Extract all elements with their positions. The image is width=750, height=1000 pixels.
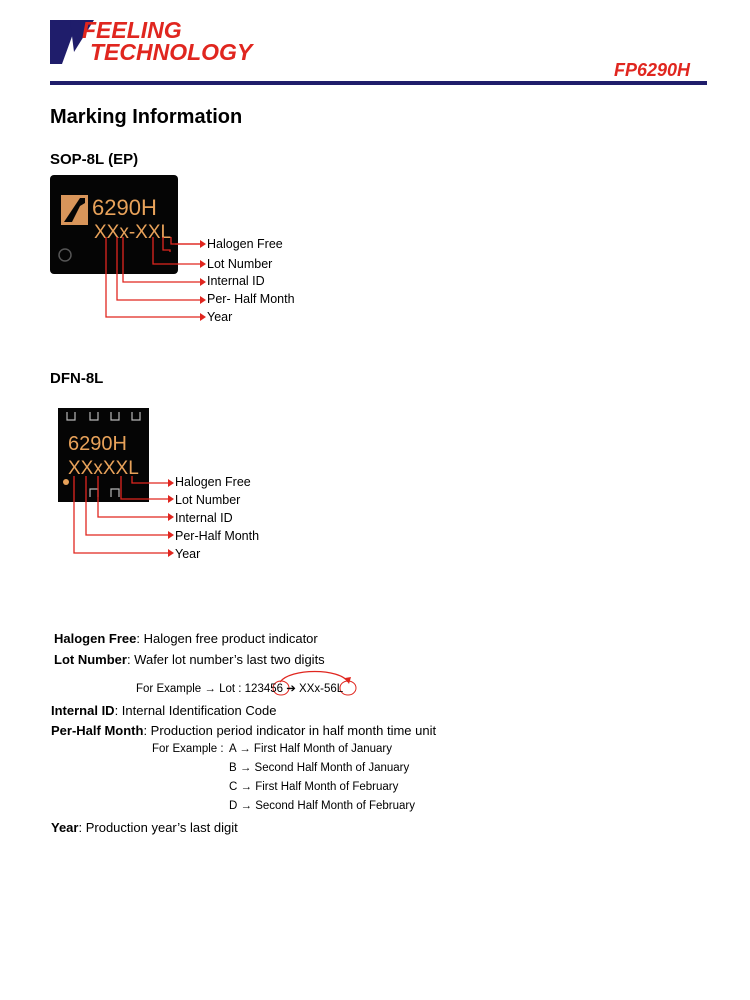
dfn-label-internal-id: Internal ID (175, 511, 233, 525)
logo-line2: TECHNOLOGY (90, 39, 253, 65)
dfn-arrowheads (168, 479, 174, 557)
logo-line1: FEELING (82, 17, 182, 43)
definition-internal-id (51, 703, 276, 718)
dfn-label-year: Year (175, 547, 201, 561)
dfn-title: DFN-8L (50, 370, 104, 387)
definition-year (51, 820, 238, 835)
sop-label-per-half-month: Per- Half Month (207, 292, 295, 306)
term-year: Year (51, 820, 79, 835)
dfn-label-halogen-free: Halogen Free (175, 475, 251, 489)
header-rule (50, 81, 707, 85)
definition-lot-number (54, 652, 325, 667)
per-half-example-row: D → Second Half Month of February (229, 800, 415, 812)
sop-title: SOP-8L (EP) (50, 151, 139, 168)
definition-halogen-free (54, 631, 318, 646)
sop-label-lot-number: Lot Number (207, 257, 273, 271)
per-half-example-prefix: For Example : (152, 743, 224, 755)
part-number: FP6290H (613, 60, 690, 80)
term-per-half-month: Per-Half Month (51, 723, 144, 738)
desc-lot-number: : Wafer lot number’s last two digits (126, 652, 325, 667)
sop-arrowheads (200, 240, 206, 321)
desc-internal-id: : Internal Identification Code (114, 703, 277, 718)
company-logo (48, 12, 278, 72)
dfn-mark-line1: 6290H (68, 433, 127, 455)
desc-halogen-free: : Halogen free product indicator (136, 631, 318, 646)
per-half-example-row: A → First Half Month of January (229, 743, 392, 755)
term-lot-number: Lot Number (54, 652, 127, 667)
term-halogen-free: Halogen Free (54, 631, 137, 646)
definition-per-half-month (51, 723, 436, 738)
sop-label-internal-id: Internal ID (207, 274, 265, 288)
sop-mark-line1: 6290H (92, 195, 157, 220)
dfn-label-per-half-month: Per-Half Month (175, 529, 260, 543)
sop-label-year: Year (207, 310, 233, 324)
dfn-label-lot-number: Lot Number (175, 493, 241, 507)
term-internal-id: Internal ID (51, 703, 115, 718)
sop-label-halogen-free: Halogen Free (207, 237, 283, 251)
pin1-dot (63, 479, 69, 485)
sop-mark-line2: XXx-XXL (94, 222, 172, 243)
per-half-example-row: C → First Half Month of February (229, 781, 399, 793)
per-half-example-row: B → Second Half Month of January (229, 762, 410, 774)
desc-per-half-month: : Production period indicator in half month time unit (143, 723, 437, 738)
dfn-chip-body (58, 408, 149, 502)
dfn-mark-line2: XXxXXL (68, 458, 139, 479)
lot-example: For Example → Lot : 123456 ➔ XXx-56L (136, 683, 344, 695)
page-title: Marking Information (50, 106, 243, 128)
sop-logo-icon (61, 195, 88, 225)
desc-year: : Production year’s last digit (78, 820, 238, 835)
